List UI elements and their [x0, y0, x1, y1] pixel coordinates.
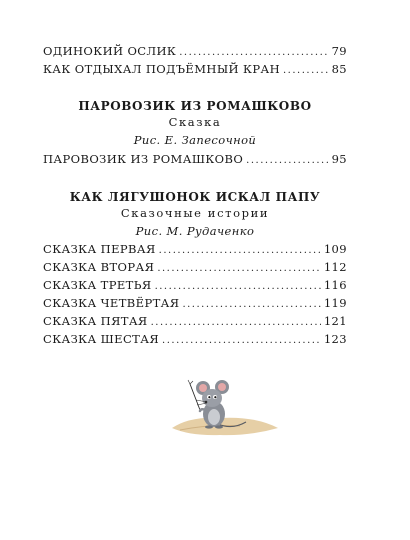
toc-entry-page: 116	[323, 278, 347, 292]
toc-entry	[43, 44, 347, 58]
toc-entry-page: 123	[323, 332, 347, 346]
illustrator-credit: Рис. Е. Запесочной	[133, 133, 257, 147]
section-heading: ПАРОВОЗИК ИЗ РОМАШКОВО	[78, 99, 312, 113]
toc-entry	[43, 332, 347, 346]
toc-entry	[43, 260, 347, 274]
toc-leader-dots	[162, 335, 321, 346]
toc-leader-dots	[179, 47, 328, 58]
toc-entry-page: 119	[323, 296, 347, 310]
toc-leader-dots	[283, 65, 329, 76]
toc-entry-page: 109	[323, 242, 347, 256]
toc-entry-page: 85	[331, 62, 347, 76]
toc-leader-dots	[246, 155, 328, 166]
section-heading: КАК ЛЯГУШОНОК ИСКАЛ ПАПУ	[69, 190, 321, 204]
toc-entry	[43, 296, 347, 310]
toc-entry-title: СКАЗКА ПЕРВАЯ	[43, 242, 156, 256]
section-subtitle: Сказка	[168, 115, 222, 129]
toc-entry-page: 79	[331, 44, 347, 58]
illustrator-credit: Рис. М. Рудаченко	[135, 224, 255, 238]
toc-leader-dots	[155, 281, 321, 292]
toc-entry-title: СКАЗКА ТРЕТЬЯ	[43, 278, 152, 292]
mouse-illustration-icon	[170, 370, 280, 440]
toc-entry-title: ОДИНОКИЙ ОСЛИК	[43, 44, 177, 58]
toc-leader-dots	[157, 263, 321, 274]
section-subtitle: Сказочные истории	[120, 206, 270, 220]
toc-leader-dots	[182, 299, 320, 310]
toc-leader-dots	[159, 245, 321, 256]
toc-entry-page: 112	[323, 260, 347, 274]
toc-entry	[43, 314, 347, 328]
toc-entry	[43, 152, 347, 166]
toc-entry-title: СКАЗКА ВТОРАЯ	[43, 260, 155, 274]
toc-entry	[43, 242, 347, 256]
toc-entry	[43, 278, 347, 292]
toc-entry	[43, 62, 347, 76]
toc-entry-page: 95	[331, 152, 347, 166]
toc-entry-title: СКАЗКА ПЯТАЯ	[43, 314, 148, 328]
toc-entry-page: 121	[323, 314, 347, 328]
toc-entry-title: ПАРОВОЗИК ИЗ РОМАШКОВО	[43, 152, 244, 166]
toc-entry-title: КАК ОТДЫХАЛ ПОДЪЁМНЫЙ КРАН	[43, 62, 280, 76]
toc-entry-title: СКАЗКА ЧЕТВЁРТАЯ	[43, 296, 180, 310]
toc-entry-title: СКАЗКА ШЕСТАЯ	[43, 332, 160, 346]
toc-leader-dots	[151, 317, 321, 328]
